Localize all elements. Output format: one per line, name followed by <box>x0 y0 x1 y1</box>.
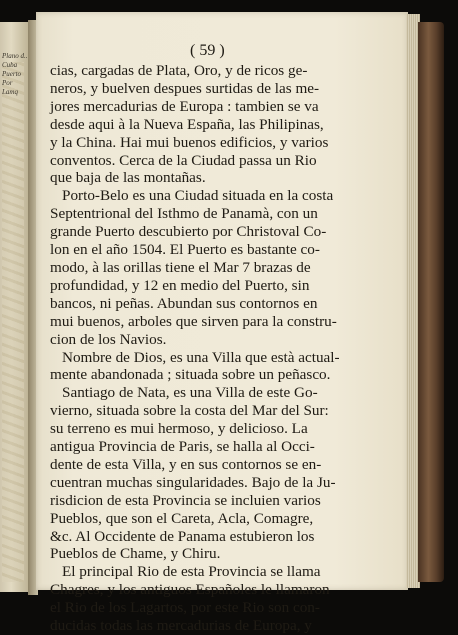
text-line: su terreno es mui hermoso, y delicioso. La <box>50 420 308 438</box>
text-line: modo, à las orillas tiene el Mar 7 brazas de <box>50 258 311 276</box>
facing-page-map-edge <box>0 22 29 592</box>
text-line: &c. Al Occidente de Panama estubieron los <box>50 527 315 545</box>
text-line: lon en el año 1504. El Puerto es bastante co- <box>50 241 320 259</box>
text-line: mente abandonada ; situada sobre un peñasco. <box>50 366 331 384</box>
text-line: ducidas todas las mercadurias de Europa, y <box>50 617 312 635</box>
text-line: risdicion de esta Provincia se incluien varios <box>50 491 321 509</box>
text-line: neros, y buelven despues surtidas de las me- <box>50 79 320 97</box>
text-line: El principal Rio de esta Provincia se llama <box>62 563 321 581</box>
page-text <box>50 62 380 635</box>
text-line: Nombre de Dios, es una Villa que està actual- <box>62 348 340 366</box>
map-fragment <box>2 62 24 582</box>
text-line: Santiago de Nata, es una Villa de este Go- <box>62 384 318 402</box>
text-line: desde aqui à la Nueva España, las Philipinas, <box>50 115 324 133</box>
text-line: conventos. Cerca de la Ciudad passa un Rio <box>50 151 317 169</box>
text-line: Septentrional del Isthmo de Panamà, con un <box>50 205 318 223</box>
text-line: Pueblos de Chame, y Chiru. <box>50 545 221 563</box>
text-line: Pueblos, que son el Careta, Acla, Comagre, <box>50 509 314 527</box>
text-line: mui buenos, arboles que sirven para la constru- <box>50 312 337 330</box>
text-line: Porto-Belo es una Ciudad situada en la costa <box>62 187 334 205</box>
text-line: el Rio de los Lagartos, por este Rio son con- <box>50 599 320 617</box>
map-margin-text: Plano d.. Cuba Puerto Por Lamq <box>2 52 28 96</box>
page-number: ( 59 ) <box>190 42 225 59</box>
text-line: grande Puerto descubierto por Christoval Co- <box>50 223 327 241</box>
text-line: cias, cargadas de Plata, Oro, y de ricos ge- <box>50 62 308 79</box>
text-line: que baja de las montañas. <box>50 169 206 187</box>
book-cover-edge <box>418 22 444 582</box>
text-line: jores mercadurias de Europa : tambien se va <box>50 97 319 115</box>
text-line: profundidad, y 12 en medio del Puerto, sin <box>50 276 310 294</box>
text-line: Chagres, y los antiguos Españoles le llamaron <box>50 581 330 599</box>
text-line: vierno, situada sobre la costa del Mar del Sur: <box>50 402 329 420</box>
text-line: antigua Provincia de Paris, se halla al Occi- <box>50 438 315 456</box>
text-line: bancos, ni peñas. Abundan sus contornos en <box>50 294 318 312</box>
text-line: cion de los Navios. <box>50 330 167 348</box>
text-line: dente de esta Villa, y en sus contornos se en- <box>50 455 322 473</box>
text-line: cuentran muchas singularidades. Bajo de la Ju- <box>50 473 336 491</box>
text-line: y la China. Hai mui buenos edificios, y varios <box>50 133 329 151</box>
